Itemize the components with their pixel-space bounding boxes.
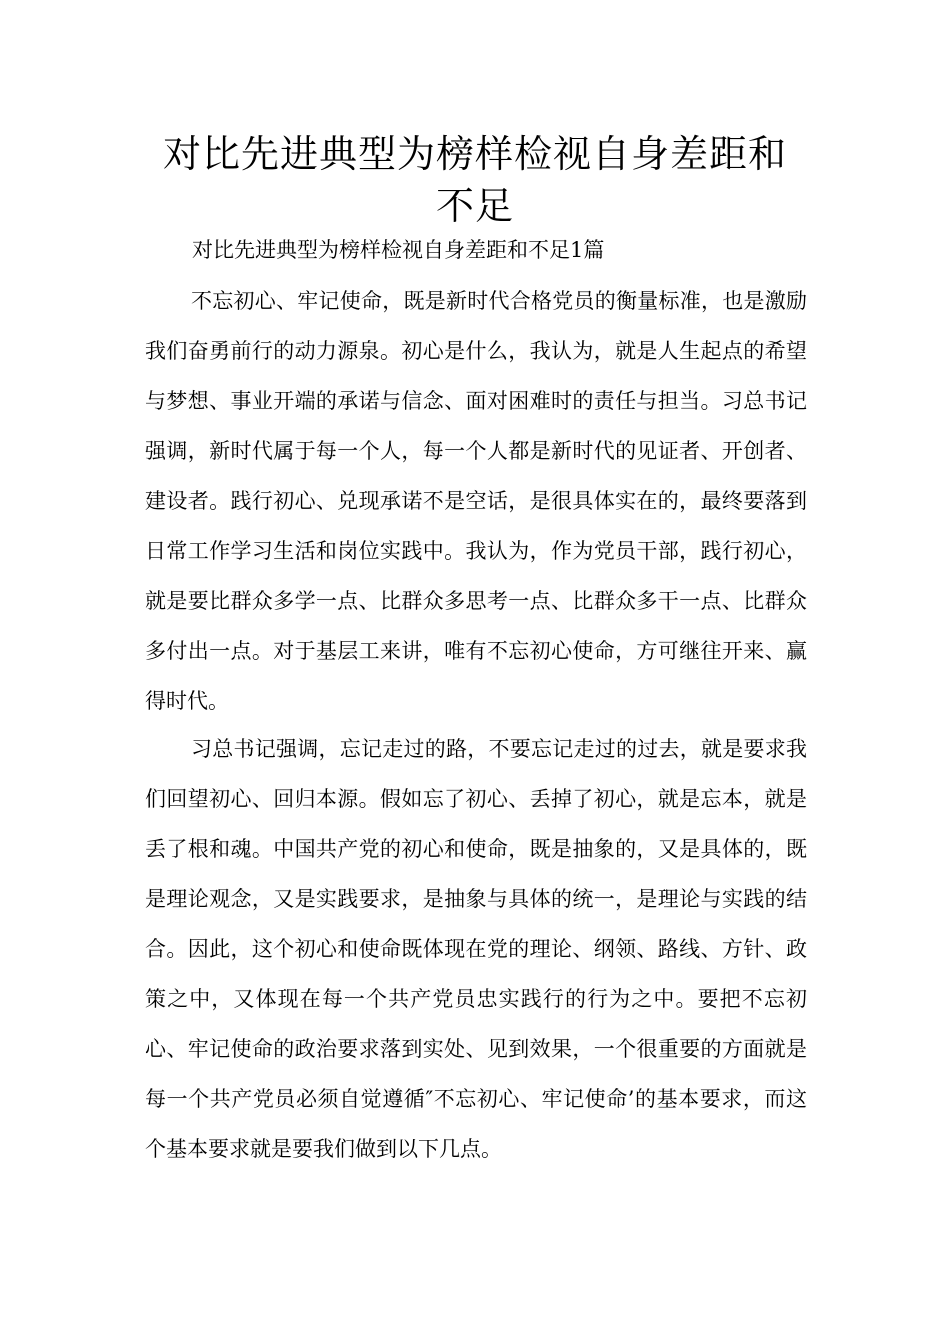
paragraph-1: 不忘初心、牢记使命，既是新时代合格党员的衡量标准，也是激励我们奋勇前行的动力源泉。初心是什么，我认为，就是人生起点的希望与梦想、事业开端的承诺与信念、面对困难时的责任与担当。习总书记强调，新时代属于每一个人，每一个人都是新时代的见证者、开创者、建设者。践行初心、兑现承诺不是空话，是很具体实在的，最终要落到日常工作学习生活和岗位实践中。我认为，作为党员干部，践行初心，就是要比群众多学一点、比群众多思考一点、比群众多干一点、比群众多付出一点。对于基层工来讲，唯有不忘初心使命，方可继往开来、赢得时代。: [145, 289, 807, 713]
document-title: 对比先进典型为榜样检视自身差距和不足: [162, 132, 787, 228]
document-subtitle: 对比先进典型为榜样检视自身差距和不足1篇: [192, 238, 605, 262]
paragraph-2: 习总书记强调，忘记走过的路，不要忘记走过的过去，就是要求我们回望初心、回归本源。假如忘了初心、丢掉了初心，就是忘本，就是丢了根和魂。中国共产党的初心和使命，既是抽象的，又是具体的，既是理论观念，又是实践要求，是抽象与具体的统一，是理论与实践的结合。因此，这个初心和使命既体现在党的理论、纲领、路线、方针、政策之中，又体现在每一个共产党员忠实践行的行为之中。要把不忘初心、牢记使命的政治要求落到实处、见到效果，一个很重要的方面就是每一个共产党员必须自觉遵循″不忘初心、牢记使命’的基本要求，而这个基本要求就是要我们做到以下几点。: [145, 737, 807, 1161]
